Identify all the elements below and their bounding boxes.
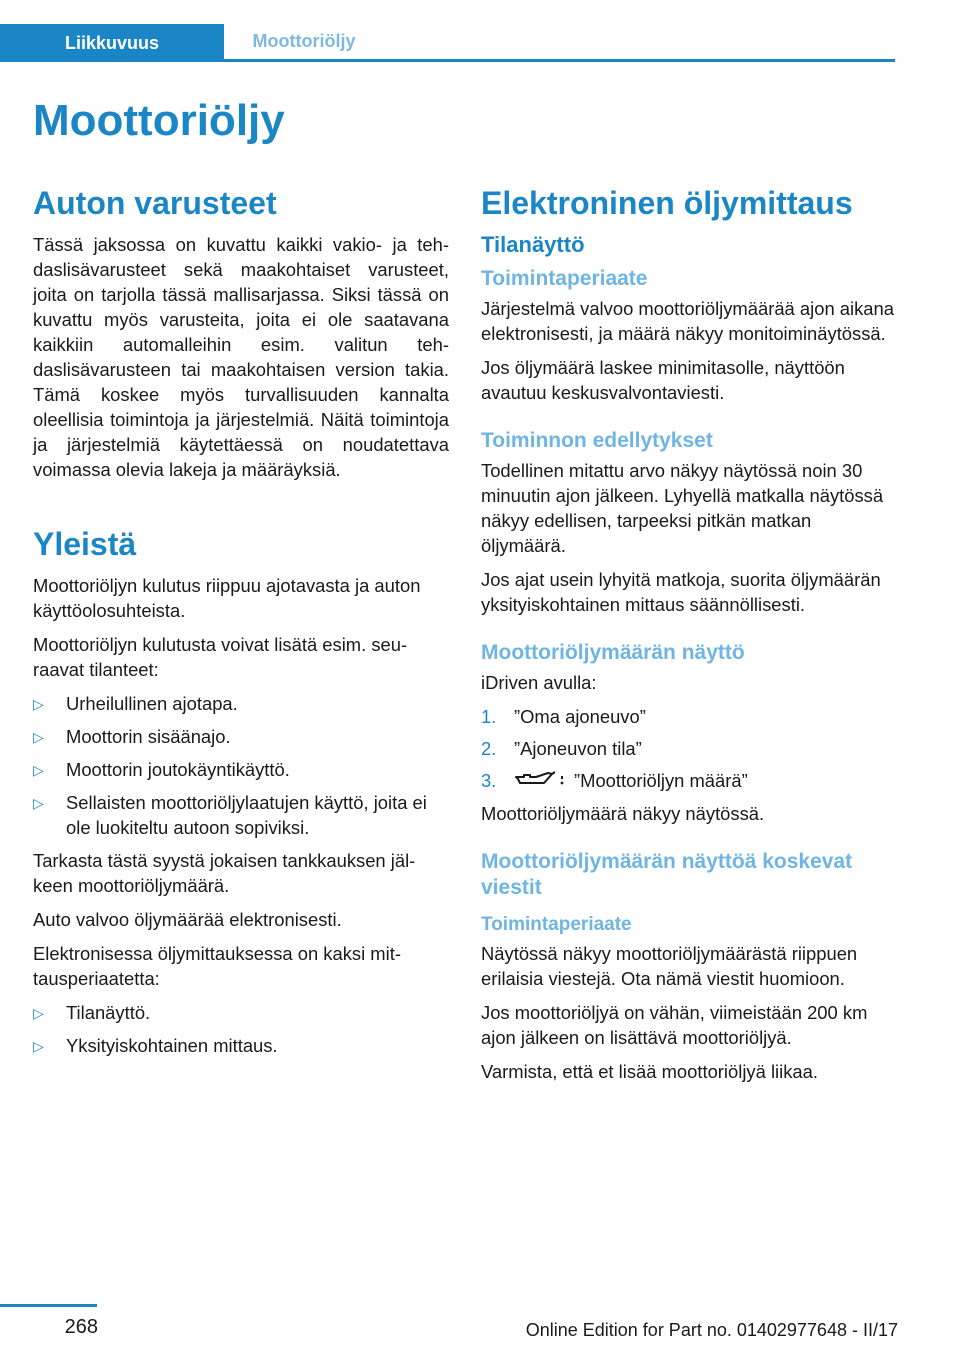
general-paragraph: Moottoriöljyn kulutus riippuu ajotavasta ja auton käyttöolosuhteista.: [33, 575, 421, 621]
bullet-triangle-icon: ▷: [33, 729, 44, 745]
list-item: [33, 1033, 449, 1059]
step-text: ”Ajoneuvon tila”: [514, 738, 642, 759]
step-text: ”Moottoriöljyn määrä”: [574, 770, 748, 791]
general-paragraph: Auto valvoo öljymäärää elektronisesti.: [33, 909, 342, 930]
step-number: 1.: [481, 706, 497, 727]
measurement-principles-list: [33, 1000, 449, 1059]
list-item: [33, 790, 449, 840]
display-result: Moottoriöljymäärä näkyy näytössä.: [481, 803, 765, 824]
step-text: ”Oma ajoneuvo”: [514, 706, 646, 727]
list-item: [481, 736, 897, 761]
list-item: [481, 704, 897, 729]
general-paragraph: Moottoriöljyn kulutusta voivat lisätä esim. seuraavat tilanteet:: [33, 634, 408, 680]
general-paragraph: Elektronisessa öljymittauksessa on kaksi mittausperiaatetta:: [33, 943, 401, 989]
messages-heading: Moottoriöljymäärän näyttöä koskevat viestit: [481, 850, 853, 899]
list-item-text: Moottorin sisäänajo.: [66, 726, 231, 747]
bullet-triangle-icon: ▷: [33, 1038, 44, 1054]
list-item: [33, 757, 449, 783]
status-display-heading: Tilanäyttö: [481, 232, 585, 257]
idrive-steps-list: [481, 704, 897, 793]
oil-level-display-heading: Moottoriöljymäärän näyttö: [481, 641, 745, 664]
list-item-text: Tilanäyttö.: [66, 1002, 151, 1023]
messages-paragraph: Varmista, että et lisää moottoriöljyä liikaa.: [481, 1061, 818, 1082]
general-paragraph: Tarkasta tästä syystä jokaisen tankkauksen jälkeen moottoriöljymäärä.: [33, 850, 416, 896]
list-item-text: Sellaisten moottoriöljylaatujen käyttö, joita ei ole luokiteltu autoon sopiviksi.: [66, 792, 427, 838]
oil-can-icon: [514, 771, 566, 789]
principle-paragraph: Järjestelmä valvoo moottoriöljymäärää ajon aikana elektronisesti, ja määrä näkyy monitoiminäytössä.: [481, 298, 894, 344]
messages-paragraph: Näytössä näkyy moottoriöljymäärästä riippuen erilaisia viestejä. Ota nämä viestit huomioon.: [481, 943, 858, 989]
messages-paragraph: Jos moottoriöljyä on vähän, viimeistään 200 km ajon jälkeen on lisättävä moottoriöljyä.: [481, 1002, 868, 1048]
list-item-text: Yksityiskohtainen mittaus.: [66, 1035, 278, 1056]
messages-principle-heading: Toimintaperiaate: [481, 914, 632, 935]
list-item-text: Moottorin joutokäyntikäyttö.: [66, 759, 290, 780]
bullet-triangle-icon: ▷: [33, 1005, 44, 1021]
tab-moottoriolly[interactable]: Moottoriöljy: [252, 31, 356, 51]
step-content: [514, 768, 748, 793]
list-item: [33, 1000, 449, 1026]
equipment-text: Tässä jaksossa on kuvattu kaikki vakio- ja tehdaslisävarusteet sekä maakohtaiset varusteet, joita on tarjolla tässä mallisarjassa. Siksi tässä on kuvattu myös varusteita, joita ei ole saatavana kaikkiin automalleihin esim. valitun tehdaslisävarusteen tai maakohtaisen version takia. Tämä koskee myös turvallisuuden kannalta oleellisia toimintoja ja järjestelmiä. Näitä toimintoja ja järjestelmiä käytettäessä on noudatettava voimassa olevia lakeja ja määräyksiä.: [33, 234, 449, 480]
footer-line: [0, 1304, 97, 1307]
bullet-triangle-icon: ▷: [33, 762, 44, 778]
electronic-measurement-heading: Elektroninen öljymittaus: [481, 185, 853, 221]
header-bar: [0, 24, 895, 62]
list-item: [33, 691, 449, 717]
left-column: [33, 184, 449, 1067]
principle-heading: Toimintaperiaate: [481, 267, 648, 290]
equipment-heading: Auton varusteet: [33, 185, 277, 221]
list-item-text: Urheilullinen ajotapa.: [66, 693, 238, 714]
step-number: 3.: [481, 770, 497, 791]
list-item: [481, 768, 897, 793]
header-underline: [0, 59, 895, 62]
page-number: 268: [64, 1316, 98, 1338]
bullet-triangle-icon: ▷: [33, 696, 44, 712]
step-number: 2.: [481, 738, 497, 759]
list-item: [33, 724, 449, 750]
requirements-paragraph: Jos ajat usein lyhyitä matkoja, suorita öljymäärän yksityiskohtainen mittaus säännöllisesti.: [481, 569, 881, 615]
principle-paragraph: Jos öljymäärä laskee minimitasolle, näyttöön avautuu keskusvalvontaviesti.: [481, 357, 845, 403]
edition-text: Online Edition for Part no. 01402977648 - II/17: [525, 1320, 898, 1340]
right-column: [481, 184, 897, 1093]
general-heading: Yleistä: [33, 526, 137, 562]
tab-liikkuvuus[interactable]: Liikkuvuus: [0, 24, 224, 62]
consumption-factors-list: [33, 691, 449, 840]
page-title: Moottoriöljy: [33, 96, 285, 145]
requirements-paragraph: Todellinen mitattu arvo näkyy näytössä noin 30 minuutin ajon jälkeen. Lyhyellä matkalla näytössä näkyy edellisen, tarpeeksi pitkän matkan öljymäärä.: [481, 460, 884, 556]
requirements-heading: Toiminnon edellytykset: [481, 429, 713, 452]
bullet-triangle-icon: ▷: [33, 795, 44, 811]
idrive-intro: iDriven avulla:: [481, 672, 597, 693]
